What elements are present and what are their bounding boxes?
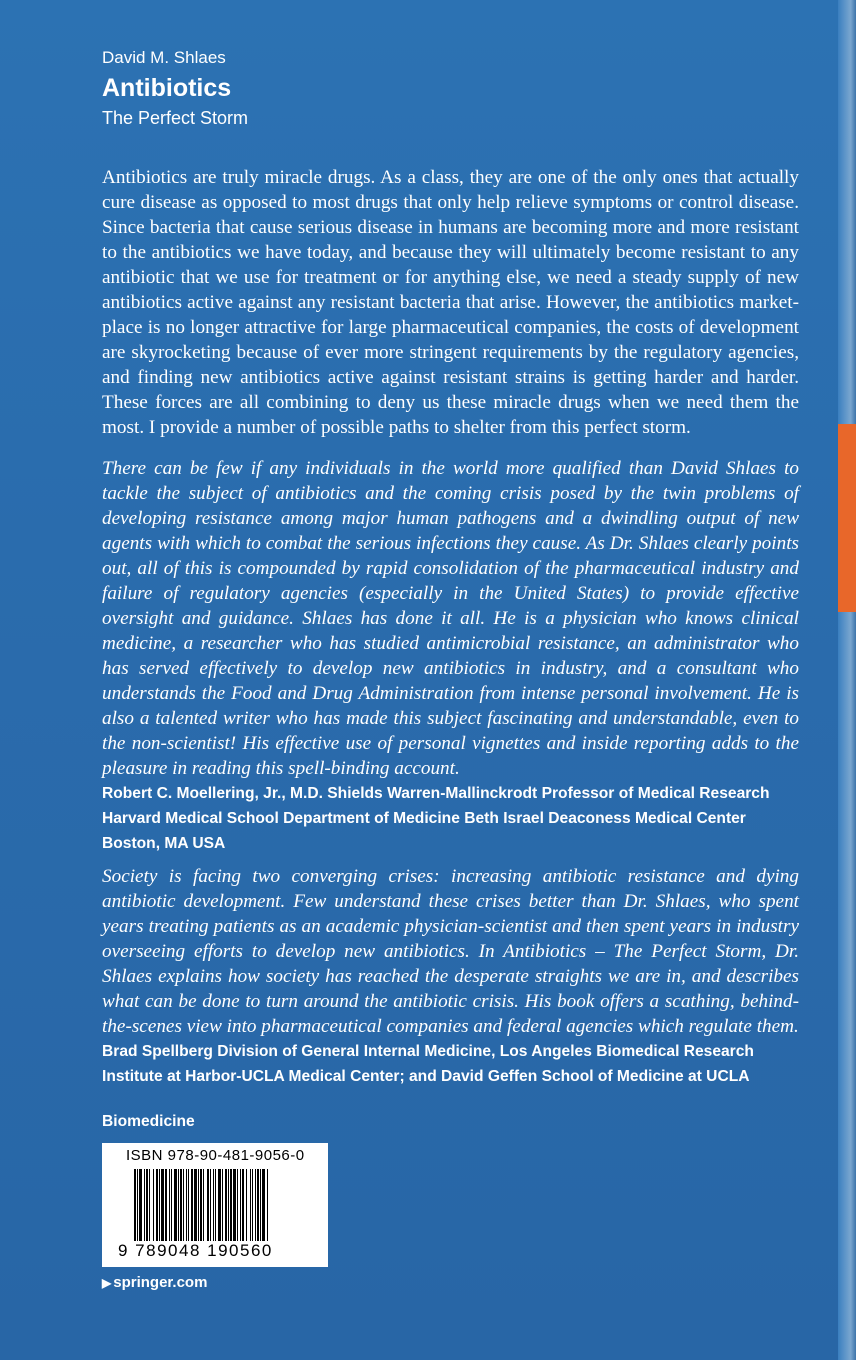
arrow-right-icon: ▶ (102, 1276, 112, 1290)
barcode-bar (178, 1169, 179, 1241)
barcode-bar (255, 1169, 256, 1241)
barcode-bar (171, 1169, 172, 1241)
blurb-text: Antibiotics are truly miracle drugs. As a class, they are one of the only ones that actually cure disease as opposed to most drugs that only help relieve symptoms or control disease. Since bacteria that cause serious disease in humans are becoming more and more resistant to the antibiotics we have today, and because they will ultimately become resistant to any antibiotic that we use for treatment or for anything else, we need a steady supply of new antibiotics active against any resistant bacteria that arise. However, the antibiotics marketplace is no longer attractive for large pharmaceutical companies, the costs of development are skyrocketing because of ever more stringent requirements by the regulatory agencies, and finding new antibiotics active against resistant strains is getting harder and harder. These forces are all combining to deny us these miracle drugs when we need them the most. I provide a number of possible paths to shelter from this perfect storm. (102, 167, 799, 438)
review-quote: There can be few if any individuals in the world more qualified than David Shlaes to tackle the subject of antibiotics and the coming crisis posed by the twin problems of developing resistance among major human pathogens and a dwindling output of new agents with which to combat the serious infections they cause. As Dr. Shlaes clearly points out, all of this is compounded by rapid consolidation of the pharmaceutical industry and failure of regulatory agencies (especially in the United States) to provide effective oversight and guidance. Shlaes has done it all. He is a physician who knows clinical medicine, a researcher who has studied antimicrobial resistance, an administrator who has served effectively to develop new antibiotics in industry, and a consultant who understands the Food and Drug Administration from intense personal involvement. He is also a talented writer who has made this subject fascinating and understandable, even to the non-scientist! His effective use of personal vignettes and inside reporting adds to the pleasure in reading this spell-binding account. (102, 458, 799, 779)
barcode-bar (260, 1169, 261, 1241)
barcode-bar (228, 1169, 229, 1241)
barcode-bar (165, 1169, 167, 1241)
barcode-bar (262, 1169, 265, 1241)
barcode-bar (242, 1169, 244, 1241)
author-name: David M. Shlaes (102, 48, 226, 67)
barcode-bar (207, 1169, 209, 1241)
barcode-bar (237, 1169, 238, 1241)
publisher-website[interactable] (102, 1274, 207, 1291)
barcode-bars (134, 1169, 304, 1241)
barcode-bar (159, 1169, 160, 1241)
subject-category: Biomedicine (102, 1113, 195, 1130)
barcode-bar (146, 1169, 148, 1241)
barcode-bar (267, 1169, 268, 1241)
barcode-bar (156, 1169, 158, 1241)
barcode-bar (213, 1169, 214, 1241)
review-quote: Society is facing two converging crises: increasing antibiotic resistance and dying antibiotic development. Few understand these crises better than Dr. Shlaes, who spent years treating patients as an academic physician-scientist and then spent years in industry overseeing efforts to develop new antibiotics. In Antibiotics – The Perfect Storm, Dr. Shlaes explains how society has reached the desperate straights we are in, and describes what can be done to turn around the antibiotic crisis. His book offers a scathing, behind-the-scenes view into pharmaceutical companies and federal agencies which regulate them. (102, 866, 799, 1037)
barcode-bar (180, 1169, 182, 1241)
barcode-bar (139, 1169, 142, 1241)
barcode-bar (198, 1169, 199, 1241)
barcode-bar (200, 1169, 202, 1241)
barcode-bar (246, 1169, 247, 1241)
barcode-bar (191, 1169, 193, 1241)
review-1 (102, 456, 799, 856)
barcode-bar (188, 1169, 189, 1241)
barcode-bar (250, 1169, 251, 1241)
barcode-bar (169, 1169, 170, 1241)
website-link[interactable]: springer.com (113, 1274, 208, 1291)
barcode-bar (153, 1169, 154, 1241)
review-attribution: Brad Spellberg Division of General Internal Medicine, Los Angeles Biomedical Research Institute at Harbor-UCLA Medical Center; and David Geffen School of Medicine at UCLA (102, 1043, 754, 1085)
barcode-bar (161, 1169, 164, 1241)
book-subtitle: The Perfect Storm (102, 108, 249, 128)
barcode-bar (257, 1169, 259, 1241)
isbn-label: ISBN 978-90-481-9056-0 (126, 1147, 305, 1164)
spine-accent-stripe (838, 424, 856, 612)
barcode-bar (225, 1169, 227, 1241)
barcode-bar (210, 1169, 211, 1241)
barcode-bar (203, 1169, 204, 1241)
barcode-bar (218, 1169, 221, 1241)
ean-digits: 9 789048 190560 (118, 1241, 273, 1260)
barcode-bar (194, 1169, 197, 1241)
barcode-bar (174, 1169, 177, 1241)
barcode-bar (252, 1169, 253, 1241)
barcode-bar (137, 1169, 138, 1241)
barcode-bar (240, 1169, 241, 1241)
barcode-bar (233, 1169, 236, 1241)
barcode-bar (230, 1169, 232, 1241)
barcode-bar (215, 1169, 216, 1241)
review-attribution: Robert C. Moellering, Jr., M.D. Shields Warren-Mallinckrodt Professor of Medical Research Harvard Medical School Department of Medicine Beth Israel Deaconess Medical Center Boston, MA USA (102, 785, 770, 852)
book-title: Antibiotics (102, 74, 232, 102)
isbn-barcode (102, 1143, 328, 1267)
barcode-bar (134, 1169, 136, 1241)
barcode-bar (149, 1169, 150, 1241)
review-2 (102, 864, 799, 1089)
barcode-bar (222, 1169, 223, 1241)
barcode-bar (183, 1169, 184, 1241)
spine-edge (838, 0, 856, 1360)
barcode-bar (186, 1169, 187, 1241)
barcode-bar (144, 1169, 145, 1241)
